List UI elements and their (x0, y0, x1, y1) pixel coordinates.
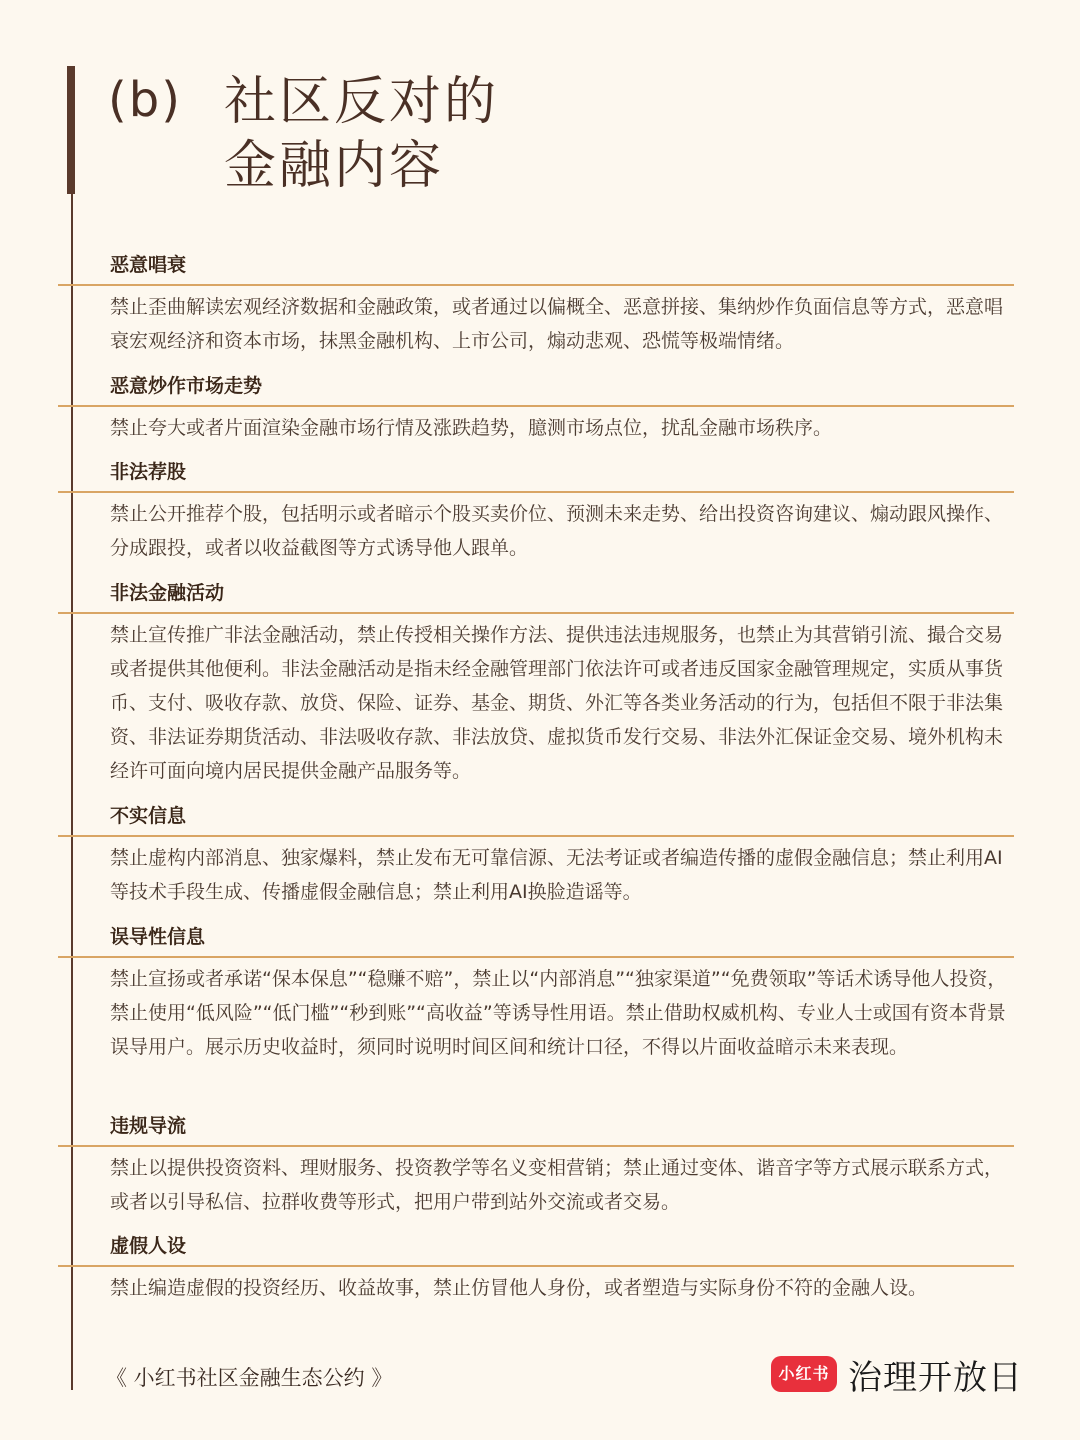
section-divider (58, 956, 1014, 958)
section-body: 禁止公开推荐个股，包括明示或者暗示个股买卖价位、预测未来走势、给出投资咨询建议、煽动跟风操作、分成跟投，或者以收益截图等方式诱导他人跟单。 (110, 503, 1004, 559)
section-body: 禁止歪曲解读宏观经济数据和金融政策，或者通过以偏概全、恶意拼接、集纳炒作负面信息等方式，恶意唱衰宏观经济和资本市场，抹黑金融机构、上市公司，煽动悲观、恐慌等极端情绪。 (110, 296, 1004, 352)
source-citation: 《 小红书社区金融生态公约 》 (106, 1366, 393, 1390)
title-accent-bar (67, 66, 75, 194)
section-body: 禁止宣扬或者承诺“保本保息”“稳赚不赔”，禁止以“内部消息”“独家渠道”“免费领取”等话术诱导他人投资，禁止使用“低风险”“低门槛”“秒到账”“高收益”等诱导性用语。禁止借助权威机构、专业人士或国有资本背景误导用户。展示历史收益时，须同时说明时间区间和统计口径，不得以片面收益暗示未来表现。 (110, 968, 1007, 1058)
section-heading: 违规导流 (110, 1115, 187, 1137)
section-body: 禁止以提供投资资料、理财服务、投资教学等名义变相营销；禁止通过变体、谐音字等方式展示联系方式，或者以引导私信、拉群收费等形式，把用户带到站外交流或者交易。 (110, 1157, 1004, 1213)
section-heading: 非法荐股 (110, 461, 187, 483)
section-heading: 恶意炒作市场走势 (110, 375, 263, 397)
section-heading: 非法金融活动 (110, 582, 225, 604)
section-heading: 虚假人设 (110, 1235, 187, 1257)
event-name: 治理开放日 (848, 1358, 1023, 1398)
xiaohongshu-logo: 小红书 (771, 1356, 837, 1392)
section-divider (58, 1265, 1014, 1267)
section-body: 禁止编造虚假的投资经历、收益故事，禁止仿冒他人身份，或者塑造与实际身份不符的金融人设。 (110, 1277, 928, 1299)
section-heading: 误导性信息 (110, 926, 206, 948)
page-title-line-2: 金融内容 (224, 136, 445, 196)
section-body: 禁止虚构内部消息、独家爆料，禁止发布无可靠信源、无法考证或者编造传播的虚假金融信息；禁止利用AI等技术手段生成、传播虚假金融信息；禁止利用AI换脸造谣等。 (110, 847, 1003, 903)
page-title-line-1: 社区反对的 (224, 72, 500, 132)
section-divider (58, 405, 1014, 407)
section-divider (58, 612, 1014, 614)
section-heading: 不实信息 (110, 805, 187, 827)
left-rule (71, 194, 73, 1390)
section-divider (58, 491, 1014, 493)
section-divider (58, 835, 1014, 837)
section-body: 禁止宣传推广非法金融活动，禁止传授相关操作方法、提供违法违规服务，也禁止为其营销引流、撮合交易或者提供其他便利。非法金融活动是指未经金融管理部门依法许可或者违反国家金融管理规定，实质从事货币、支付、吸收存款、放贷、保险、证券、基金、期货、外汇等各类业务活动的行为，包括但不限于非法集资、非法证券期货活动、非法吸收存款、非法放贷、虚拟货币发行交易、非法外汇保证金交易、境外机构未经许可面向境内居民提供金融产品服务等。 (110, 624, 1004, 782)
page-title (224, 70, 499, 198)
section-divider (58, 284, 1014, 286)
section-label: (b) (108, 72, 182, 128)
section-divider (58, 1145, 1014, 1147)
section-body: 禁止夸大或者片面渲染金融市场行情及涨跌趋势，臆测市场点位，扰乱金融市场秩序。 (110, 417, 833, 439)
section-heading: 恶意唱衰 (110, 254, 187, 276)
